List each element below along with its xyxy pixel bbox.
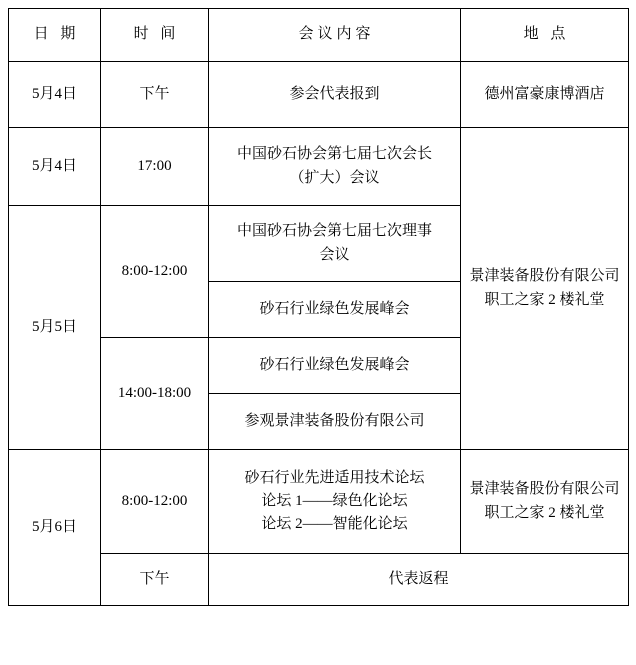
cell-content <box>209 206 461 282</box>
cell-place <box>461 128 629 450</box>
cell-date: 5月4日 <box>9 128 101 206</box>
place-line: 职工之家 2 楼礼堂 <box>484 291 605 308</box>
content-line: 参观景津装备股份有限公司 <box>244 412 425 429</box>
content-line: 砂石行业绿色发展峰会 <box>259 356 410 373</box>
table-header-row <box>9 9 629 62</box>
cell-date: 5月6日 <box>9 450 101 606</box>
place-line: 职工之家 2 楼礼堂 <box>484 504 605 521</box>
content-line: 砂石行业先进适用技术论坛 <box>244 469 425 486</box>
cell-time: 下午 <box>101 62 209 128</box>
cell-content <box>209 338 461 394</box>
cell-time: 8:00-12:00 <box>101 450 209 554</box>
schedule-table <box>8 8 629 606</box>
cell-time: 8:00-12:00 <box>101 206 209 338</box>
cell-content <box>209 450 461 554</box>
content-line: 代表返程 <box>388 570 449 587</box>
content-line: 论坛 1——绿色化论坛 <box>261 492 408 509</box>
table-row <box>9 450 629 554</box>
column-header-date: 日 期 <box>9 9 101 62</box>
cell-date: 5月4日 <box>9 62 101 128</box>
cell-time: 17:00 <box>101 128 209 206</box>
column-header-place: 地 点 <box>461 9 629 62</box>
content-line: 中国砂石协会第七届七次会长 <box>236 146 432 163</box>
content-line: 论坛 2——智能化论坛 <box>261 516 408 533</box>
column-header-content: 会议内容 <box>209 9 461 62</box>
table-row <box>9 554 629 606</box>
cell-content <box>209 282 461 338</box>
place-line: 景津装备股份有限公司 <box>469 481 620 498</box>
place-line: 景津装备股份有限公司 <box>469 268 620 285</box>
content-line: 砂石行业绿色发展峰会 <box>259 300 410 317</box>
cell-date: 5月5日 <box>9 206 101 450</box>
cell-time: 14:00-18:00 <box>101 338 209 450</box>
cell-content <box>209 554 629 606</box>
content-line: 参会代表报到 <box>289 85 380 102</box>
table-row <box>9 128 629 206</box>
cell-place <box>461 62 629 128</box>
cell-content <box>209 128 461 206</box>
cell-place <box>461 450 629 554</box>
table-row <box>9 62 629 128</box>
place-line: 德州富豪康博酒店 <box>484 85 605 102</box>
content-line: 中国砂石协会第七届七次理事 <box>236 223 432 240</box>
content-line: （扩大）会议 <box>289 169 380 186</box>
cell-content <box>209 394 461 450</box>
content-line: 会议 <box>319 246 350 263</box>
column-header-time: 时 间 <box>101 9 209 62</box>
cell-content <box>209 62 461 128</box>
cell-time: 下午 <box>101 554 209 606</box>
